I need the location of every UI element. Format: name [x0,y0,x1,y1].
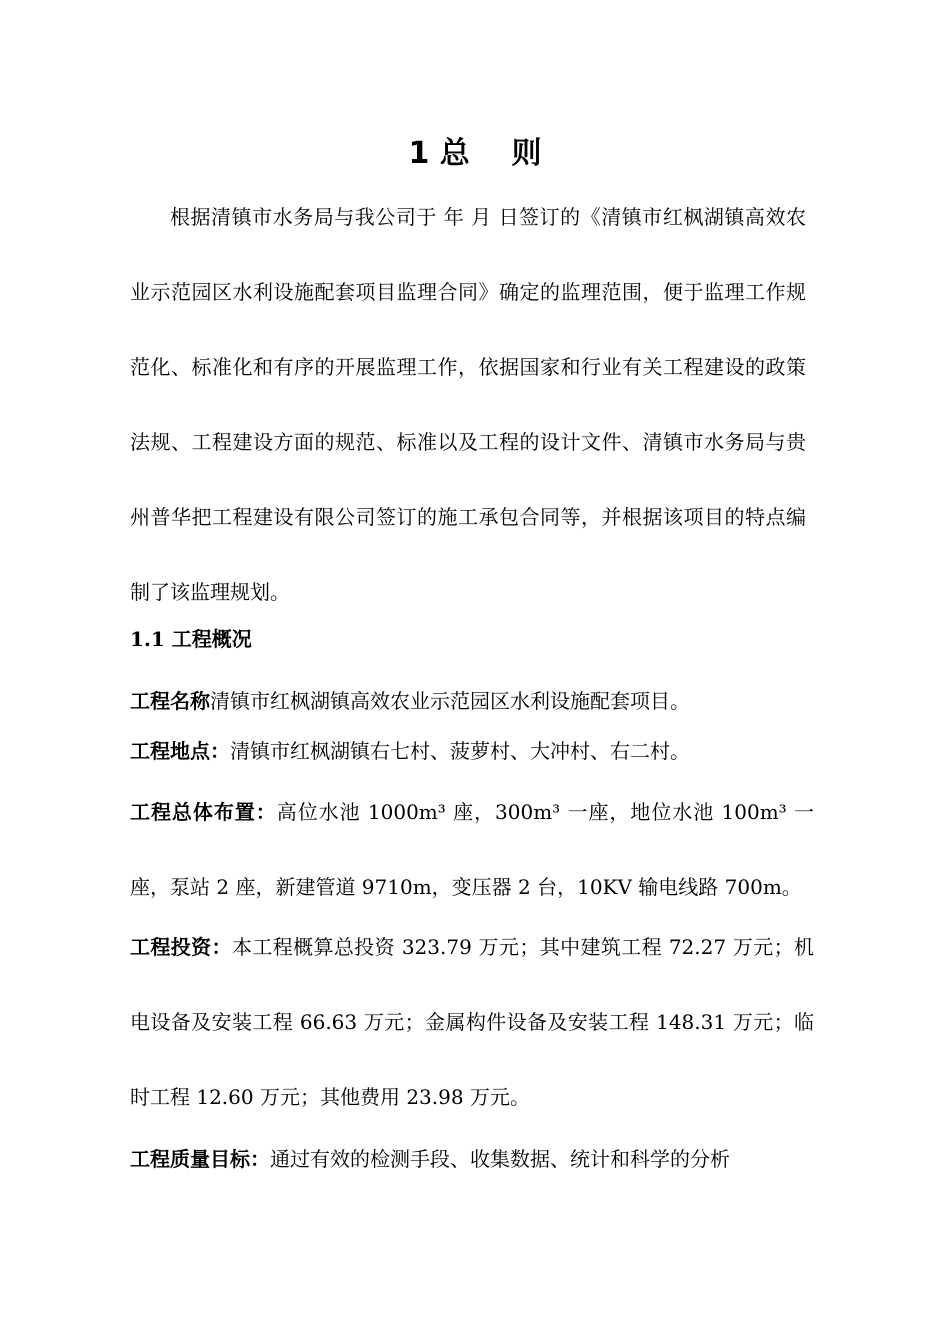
project-name-label: 工程名称 [130,689,210,713]
project-investment-label: 工程投资： [130,935,232,959]
section-heading: 1.1 工程概况 [130,627,252,651]
project-name-item [130,684,814,718]
project-quality-label: 工程质量目标： [130,1147,270,1171]
project-location-value: 清镇市红枫湖镇右七村、菠萝村、大冲村、右二村。 [230,739,690,763]
page-title: 1 总 则 [408,136,542,172]
project-layout-label: 工程总体布置： [130,800,277,824]
project-location-item [130,734,814,768]
project-investment-item [130,910,814,1135]
project-layout-value: 高位水池 1000m³ 座，300m³ 一座，地位水池 100m³ 一座，泵站 2 座，新建管道 9710m，变压器 2 台，10KV 输电线路 700m。 [130,800,815,899]
project-investment-value: 本工程概算总投资 323.79 万元；其中建筑工程 72.27 万元；机电设备及安装工程 66.63 万元；金属构件设备及安装工程 148.31 万元；临时工程 12.60 万元；其他费用 23.98 万元。 [130,935,814,1109]
project-quality-value: 通过有效的检测手段、收集数据、统计和科学的分析 [270,1147,730,1171]
intro-paragraph: 根据清镇市水务局与我公司于 年 月 日签订的《清镇市红枫湖镇高效农业示范园区水利设施配套项目监理合同》确定的监理范围，便于监理工作规范化、标准化和有序的开展监理工作，依据国家和行业有关工程建设的政策法规、工程建设方面的规范、标准以及工程的设计文件、清镇市水务局与贵州普华把工程建设有限公司签订的施工承包合同等，并根据该项目的特点编制了该监理规划。 [130,205,806,604]
project-name-value: 清镇市红枫湖镇高效农业示范园区水利设施配套项目。 [210,689,690,713]
project-layout-item [130,775,814,925]
project-location-label: 工程地点： [130,739,230,763]
project-quality-item [130,1122,814,1197]
